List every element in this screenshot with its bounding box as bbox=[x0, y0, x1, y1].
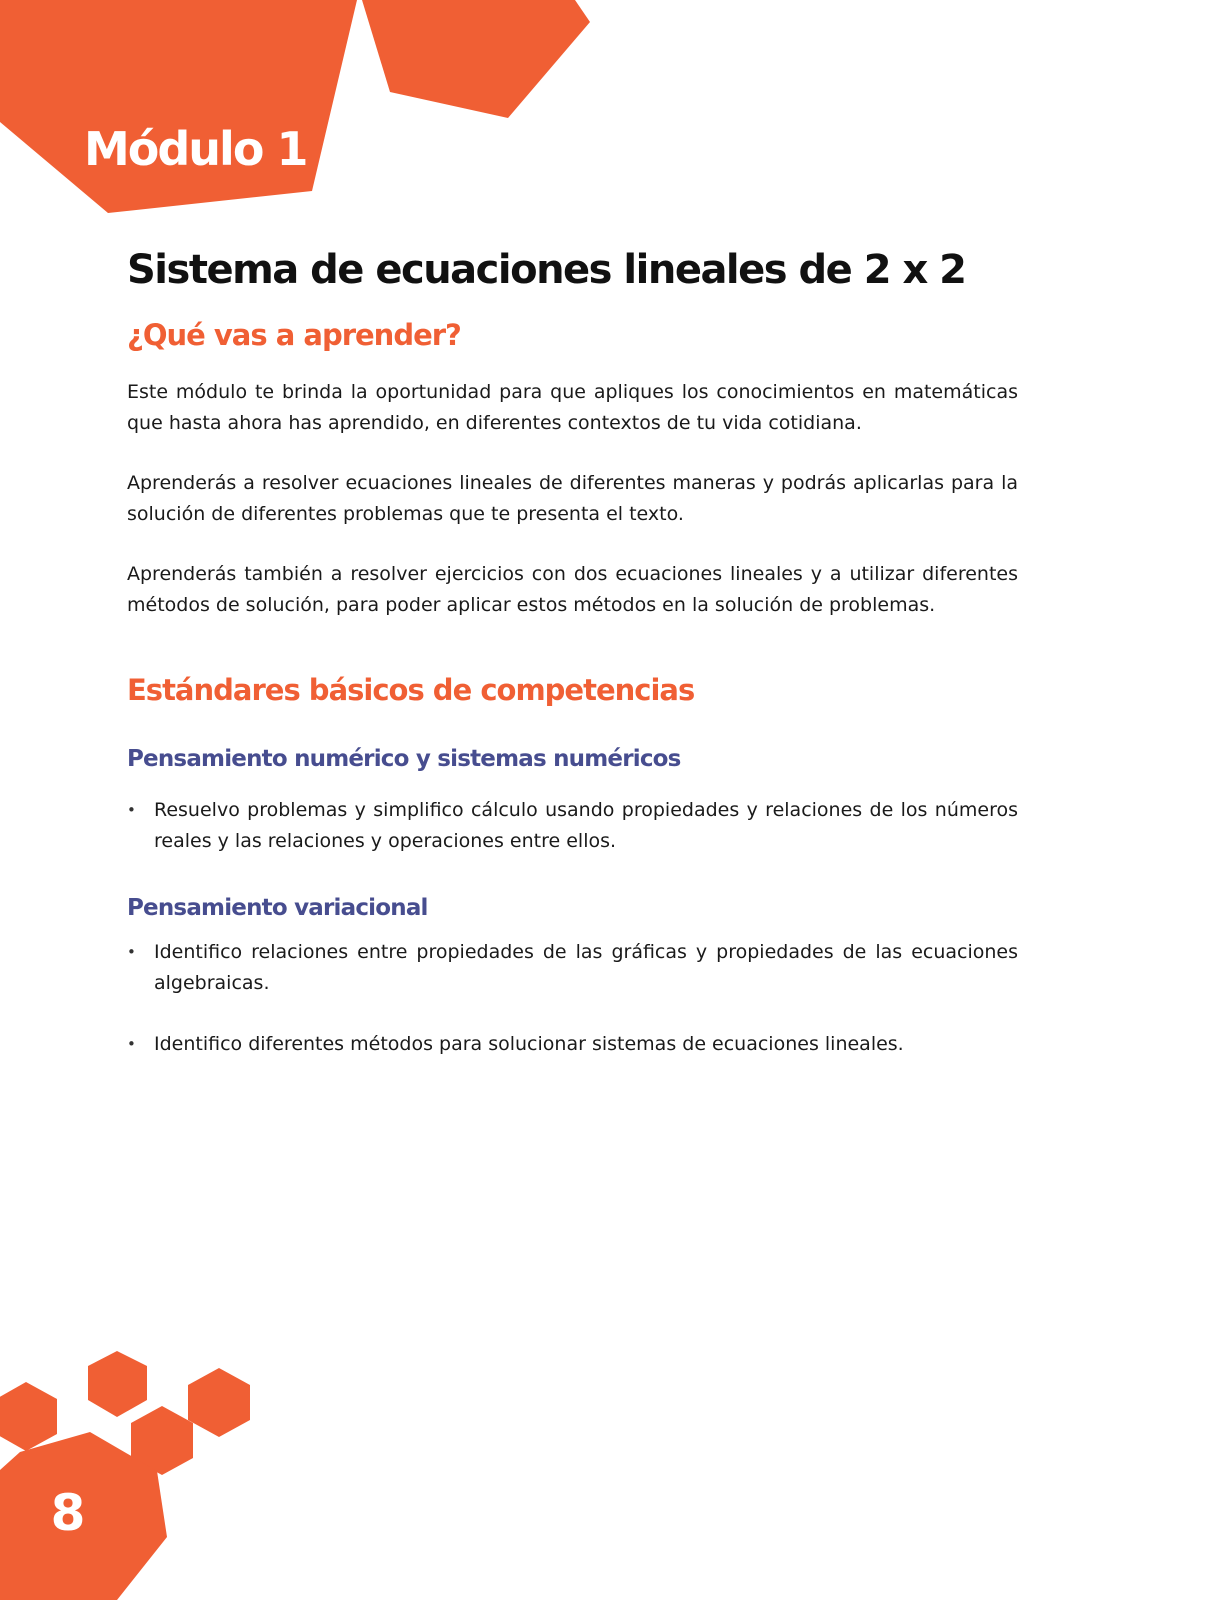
learn-paragraph: Este módulo te brinda la oportunidad para que apliques los conocimientos en matemáticas que hasta ahora has aprendido, en diferentes contextos de tu vida cotidiana. bbox=[127, 380, 1018, 434]
variational-thinking-heading: Pensamiento variacional bbox=[127, 895, 428, 922]
hexagon-shape-2 bbox=[188, 1368, 250, 1437]
variational-thinking-list bbox=[127, 937, 1018, 1060]
hexagon-shape-1 bbox=[88, 1351, 147, 1417]
module-label: Módulo 1 bbox=[84, 122, 307, 176]
page-title: Sistema de ecuaciones lineales de 2 x 2 bbox=[127, 247, 966, 293]
page-content bbox=[127, 246, 1018, 1060]
page-number: 8 bbox=[50, 1484, 86, 1542]
hexagon-shape-3 bbox=[0, 1382, 57, 1451]
list-item: • Identifico diferentes métodos para solucionar sistemas de ecuaciones lineales. bbox=[127, 1029, 1018, 1060]
list-item: • Identifico relaciones entre propiedades de las gráficas y propiedades de las ecuaciones algebraicas. bbox=[127, 937, 1018, 999]
standards-heading: Estándares básicos de competencias bbox=[127, 672, 695, 707]
top-hexagon-shape bbox=[362, 0, 590, 118]
learn-paragraph: Aprenderás a resolver ecuaciones lineales de diferentes maneras y podrás aplicarlas para la solución de diferentes problemas que te presenta el texto. bbox=[127, 471, 1018, 525]
numeric-thinking-list bbox=[127, 795, 1018, 857]
learn-paragraph: Aprenderás también a resolver ejercicios con dos ecuaciones lineales y a utilizar diferentes métodos de solución, para poder aplicar estos métodos en la solución de problemas. bbox=[127, 562, 1018, 616]
top-left-hexagon-shape bbox=[0, 0, 357, 213]
list-item: • Resuelvo problemas y simplifico cálculo usando propiedades y relaciones de los números reales y las relaciones y operaciones entre ellos. bbox=[127, 795, 1018, 857]
numeric-thinking-heading: Pensamiento numérico y sistemas numéricos bbox=[127, 745, 681, 772]
learn-heading: ¿Qué vas a aprender? bbox=[127, 318, 461, 352]
